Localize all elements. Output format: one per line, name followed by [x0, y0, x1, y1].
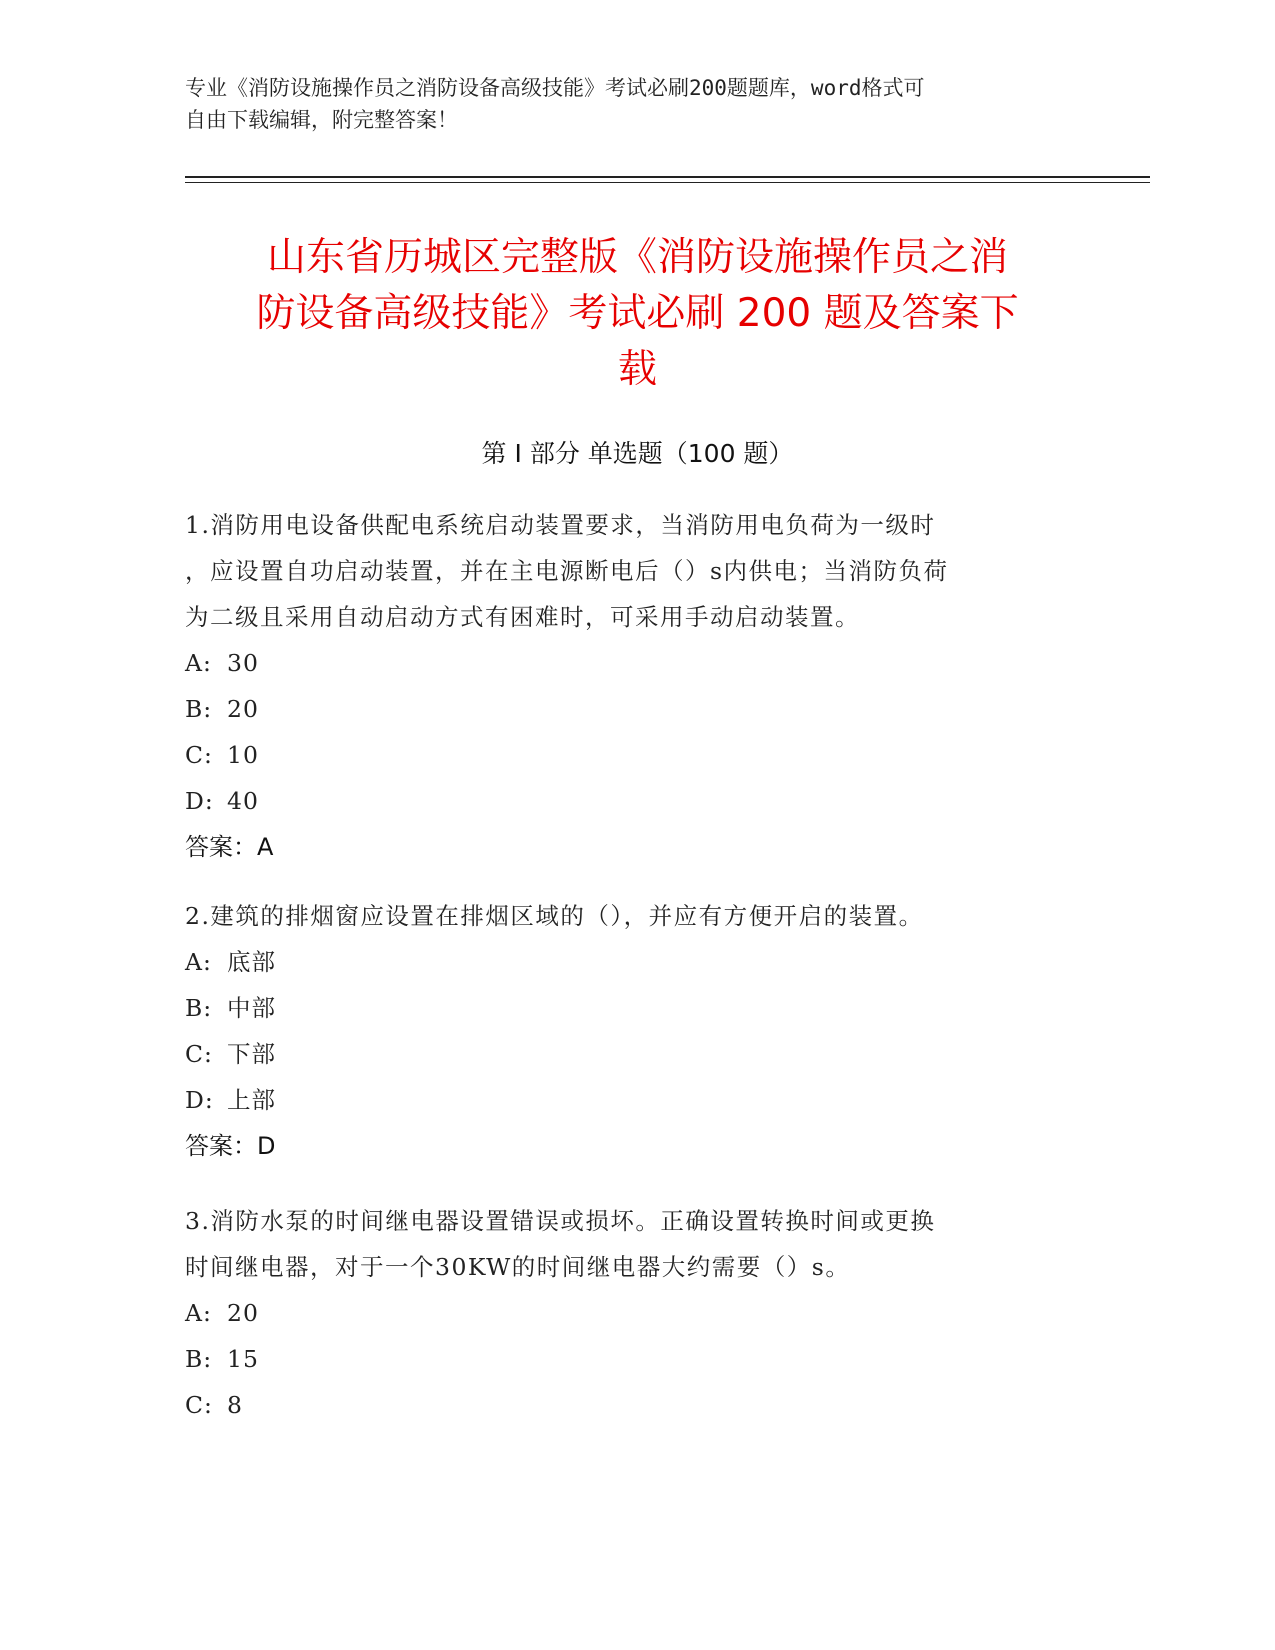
header-note: [185, 72, 1065, 136]
header-note-line: 专业《消防设施操作员之消防设备高级技能》考试必刷200题题库，word格式可: [185, 76, 925, 100]
option-label: C:: [185, 1040, 213, 1068]
answer: 答案：D: [185, 1132, 276, 1160]
question-text: 3.消防水泵的时间继电器设置错误或损坏。正确设置转换时间或更换: [185, 1207, 936, 1235]
answer: 答案：A: [185, 833, 274, 861]
option-text: 下部: [227, 1040, 276, 1068]
option-label: A:: [185, 649, 212, 677]
option-c: [185, 1031, 1105, 1077]
option-label: B:: [185, 994, 213, 1022]
option-text: 40: [227, 787, 259, 815]
option-text: 8: [227, 1391, 243, 1419]
option-text: 中部: [227, 994, 276, 1022]
option-label: C:: [185, 741, 213, 769]
question-2: [185, 893, 1105, 1169]
option-a: [185, 1290, 1105, 1336]
question-text: 为二级且采用自动启动方式有困难时，可采用手动启动装置。: [185, 603, 860, 631]
option-a: [185, 939, 1105, 985]
option-text: 20: [227, 1299, 259, 1327]
option-d: [185, 1077, 1105, 1123]
option-label: D:: [185, 787, 214, 815]
document-title-line: 山东省历城区完整版《消防设施操作员之消: [266, 235, 1008, 280]
question-text: 1.消防用电设备供配电系统启动装置要求，当消防用电负荷为一级时: [185, 511, 936, 539]
option-b: [185, 1336, 1105, 1382]
option-text: 20: [227, 695, 259, 723]
option-c: [185, 732, 1105, 778]
option-text: 上部: [227, 1086, 276, 1114]
header-note-line: 自由下载编辑，附完整答案！: [185, 108, 458, 132]
header-divider-thin: [185, 182, 1150, 183]
option-text: 10: [227, 741, 259, 769]
option-text: 底部: [227, 948, 276, 976]
option-a: [185, 640, 1105, 686]
option-text: 15: [227, 1345, 259, 1373]
option-label: A:: [185, 1299, 212, 1327]
option-b: [185, 985, 1105, 1031]
header-divider: [185, 176, 1150, 178]
option-label: C:: [185, 1391, 213, 1419]
option-c: [185, 1382, 1105, 1428]
question-1: [185, 502, 1105, 870]
option-label: B:: [185, 1345, 213, 1373]
option-d: [185, 778, 1105, 824]
option-b: [185, 686, 1105, 732]
question-text: 2.建筑的排烟窗应设置在排烟区域的（），并应有方便开启的装置。: [185, 902, 924, 930]
question-text: 时间继电器，对于一个30KW的时间继电器大约需要（）s。: [185, 1253, 851, 1281]
document-title-line: 载: [617, 347, 657, 392]
question-3: [185, 1198, 1105, 1428]
option-label: B:: [185, 695, 213, 723]
question-text: ，应设置自功启动装置，并在主电源断电后（）s内供电；当消防负荷: [185, 557, 949, 585]
document-title: [185, 230, 1090, 398]
option-label: D:: [185, 1086, 214, 1114]
document-title-line: 防设备高级技能》考试必刷 200 题及答案下: [256, 291, 1019, 336]
option-text: 30: [227, 649, 259, 677]
option-label: A:: [185, 948, 212, 976]
section-heading: 第 I 部分 单选题（100 题）: [481, 439, 794, 468]
